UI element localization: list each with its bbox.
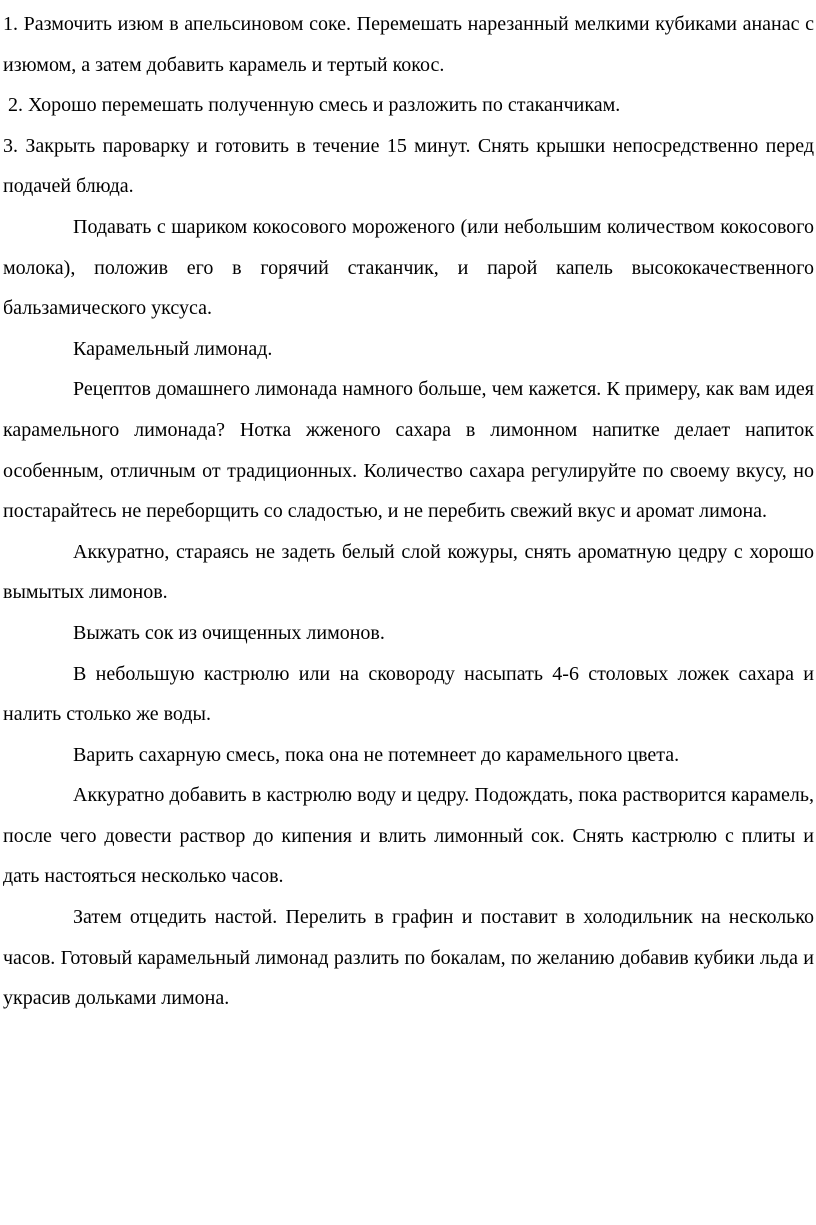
document-body xyxy=(3,4,814,1019)
strain-paragraph: Затем отцедить настой. Перелить в графин и поставит в холодильник на несколько часов. Готовый карамельный лимонад разлить по бокалам, по желанию добавив кубики льда и украсив дольками лимона. xyxy=(3,906,814,1010)
sugar-paragraph: В небольшую кастрюлю или на сковороду насыпать 4-6 столовых ложек сахара и налить столько же воды. xyxy=(3,662,814,726)
dissolve-paragraph: Аккуратно добавить в кастрюлю воду и цедру. Подождать, пока растворится карамель, после чего довести раствор до кипения и влить лимонный сок. Снять кастрюлю с плиты и дать настояться несколько часов. xyxy=(3,784,814,888)
juice-paragraph: Выжать сок из очищенных лимонов. xyxy=(73,621,385,644)
caramel-paragraph: Варить сахарную смесь, пока она не потемнеет до карамельного цвета. xyxy=(73,743,680,766)
step-2-paragraph: 2. Хорошо перемешать полученную смесь и разложить по стаканчикам. xyxy=(8,94,621,117)
step-3-paragraph: 3. Закрыть пароварку и готовить в течение 15 минут. Снять крышки непосредственно перед подачей блюда. xyxy=(3,134,814,198)
zest-paragraph: Аккуратно, стараясь не задеть белый слой кожуры, снять ароматную цедру с хорошо вымытых лимонов. xyxy=(3,540,814,604)
intro-paragraph: Рецептов домашнего лимонада намного больше, чем кажется. К примеру, как вам идея карамельного лимонада? Нотка жженого сахара в лимонном напитке делает напиток особенным, отличным от традиционных. Количество сахара регулируйте по своему вкусу, но постарайтесь не переборщить со сладостью, и не перебить свежий вкус и аромат лимона. xyxy=(3,378,814,523)
step-1-paragraph: 1. Размочить изюм в апельсиновом соке. Перемешать нарезанный мелкими кубиками ананас с изюмом, а затем добавить карамель и тертый кокос. xyxy=(3,13,814,76)
recipe-title: Карамельный лимонад. xyxy=(73,337,273,360)
serving-paragraph: Подавать с шариком кокосового мороженого (или небольшим количеством кокосового молока), положив его в горячий стаканчик, и парой капель высококачественного бальзамического уксуса. xyxy=(3,215,814,320)
